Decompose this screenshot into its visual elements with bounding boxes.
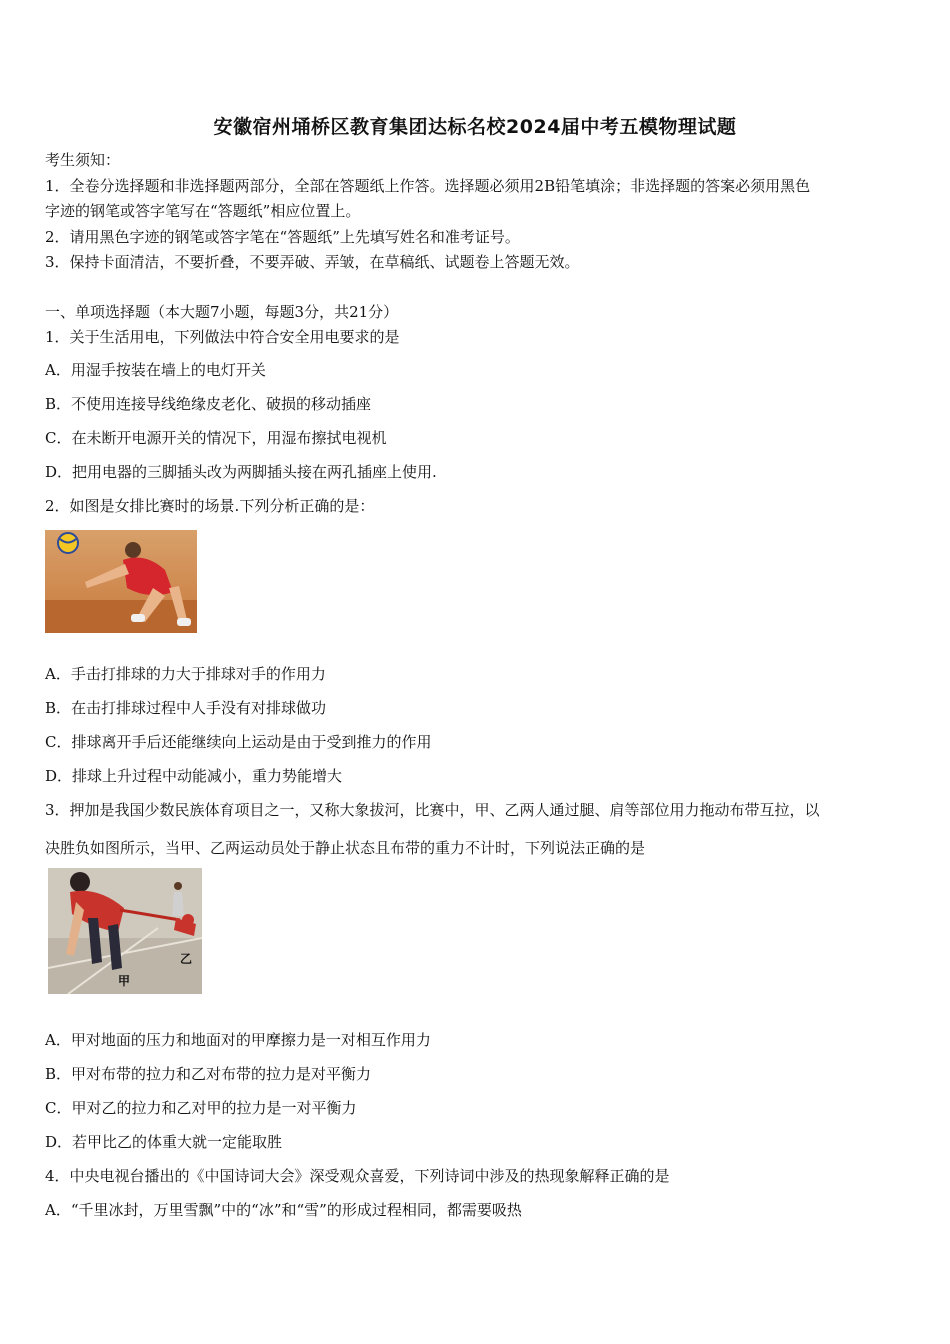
q1-stem: 1．关于生活用电，下列做法中符合安全用电要求的是 xyxy=(45,328,400,346)
q3-stem-line-2: 决胜负如图所示，当甲、乙两运动员处于静止状态且布带的重力不计时，下列说法正确的是 xyxy=(45,839,646,857)
q1-option-a: A．用湿手按装在墙上的电灯开关 xyxy=(45,361,266,379)
notice-heading: 考生须知： xyxy=(45,151,121,169)
q2-stem: 2．如图是女排比赛时的场景.下列分析正确的是： xyxy=(45,497,375,515)
tug-of-war-photo xyxy=(48,868,202,994)
notice-line-2: 2．请用黑色字迹的钢笔或答字笔在“答题纸”上先填写姓名和准考证号。 xyxy=(45,228,520,246)
q2-option-b: B．在击打排球过程中人手没有对排球做功 xyxy=(45,699,327,717)
notice-line-1a: 1．全卷分选择题和非选择题两部分，全部在答题纸上作答。选择题必须用2B铅笔填涂；非选择题的答案必须用黑色 xyxy=(45,177,811,195)
q3-option-c: C．甲对乙的拉力和乙对甲的拉力是一对平衡力 xyxy=(45,1099,357,1117)
tug-of-war-illustration xyxy=(48,868,202,994)
q1-option-c: C．在未断开电源开关的情况下，用湿布擦拭电视机 xyxy=(45,429,387,447)
q3-option-b: B．甲对布带的拉力和乙对布带的拉力是对平衡力 xyxy=(45,1065,372,1083)
volleyball-photo xyxy=(45,530,197,633)
q3-option-d: D．若甲比乙的体重大就一定能取胜 xyxy=(45,1133,283,1151)
notice-line-1b: 字迹的钢笔或答字笔写在“答题纸”相应位置上。 xyxy=(45,202,361,220)
q2-option-c: C．排球离开手后还能继续向上运动是由于受到推力的作用 xyxy=(45,733,432,751)
label-jia: 甲 xyxy=(118,974,131,988)
q1-option-d: D．把用电器的三脚插头改为两脚插头接在两孔插座上使用. xyxy=(45,463,437,481)
q2-option-a: A．手击打排球的力大于排球对手的作用力 xyxy=(45,665,326,683)
q3-stem-line-1: 3．押加是我国少数民族体育项目之一，又称大象拔河，比赛中，甲、乙两人通过腿、肩等部位用力拖动布带互拉，以 xyxy=(45,801,820,819)
section-heading: 一、单项选择题（本大题7小题，每题3分，共21分） xyxy=(45,303,399,321)
q3-option-a: A．甲对地面的压力和地面对的甲摩擦力是一对相互作用力 xyxy=(45,1031,431,1049)
volleyball-illustration xyxy=(45,530,197,633)
label-yi: 乙 xyxy=(180,952,193,966)
notice-line-3: 3．保持卡面清洁，不要折叠，不要弄破、弄皱，在草稿纸、试题卷上答题无效。 xyxy=(45,253,580,271)
q1-option-b: B．不使用连接导线绝缘皮老化、破损的移动插座 xyxy=(45,395,372,413)
q2-option-d: D．排球上升过程中动能减小，重力势能增大 xyxy=(45,767,343,785)
q4-stem: 4．中央电视台播出的《中国诗词大会》深受观众喜爱，下列诗词中涉及的热现象解释正确的是 xyxy=(45,1167,670,1185)
q4-option-a: A．“千里冰封，万里雪飘”中的“冰”和“雪”的形成过程相同，都需要吸热 xyxy=(45,1201,522,1219)
page-title: 安徽宿州埇桥区教育集团达标名校2024届中考五模物理试题 xyxy=(213,116,737,138)
